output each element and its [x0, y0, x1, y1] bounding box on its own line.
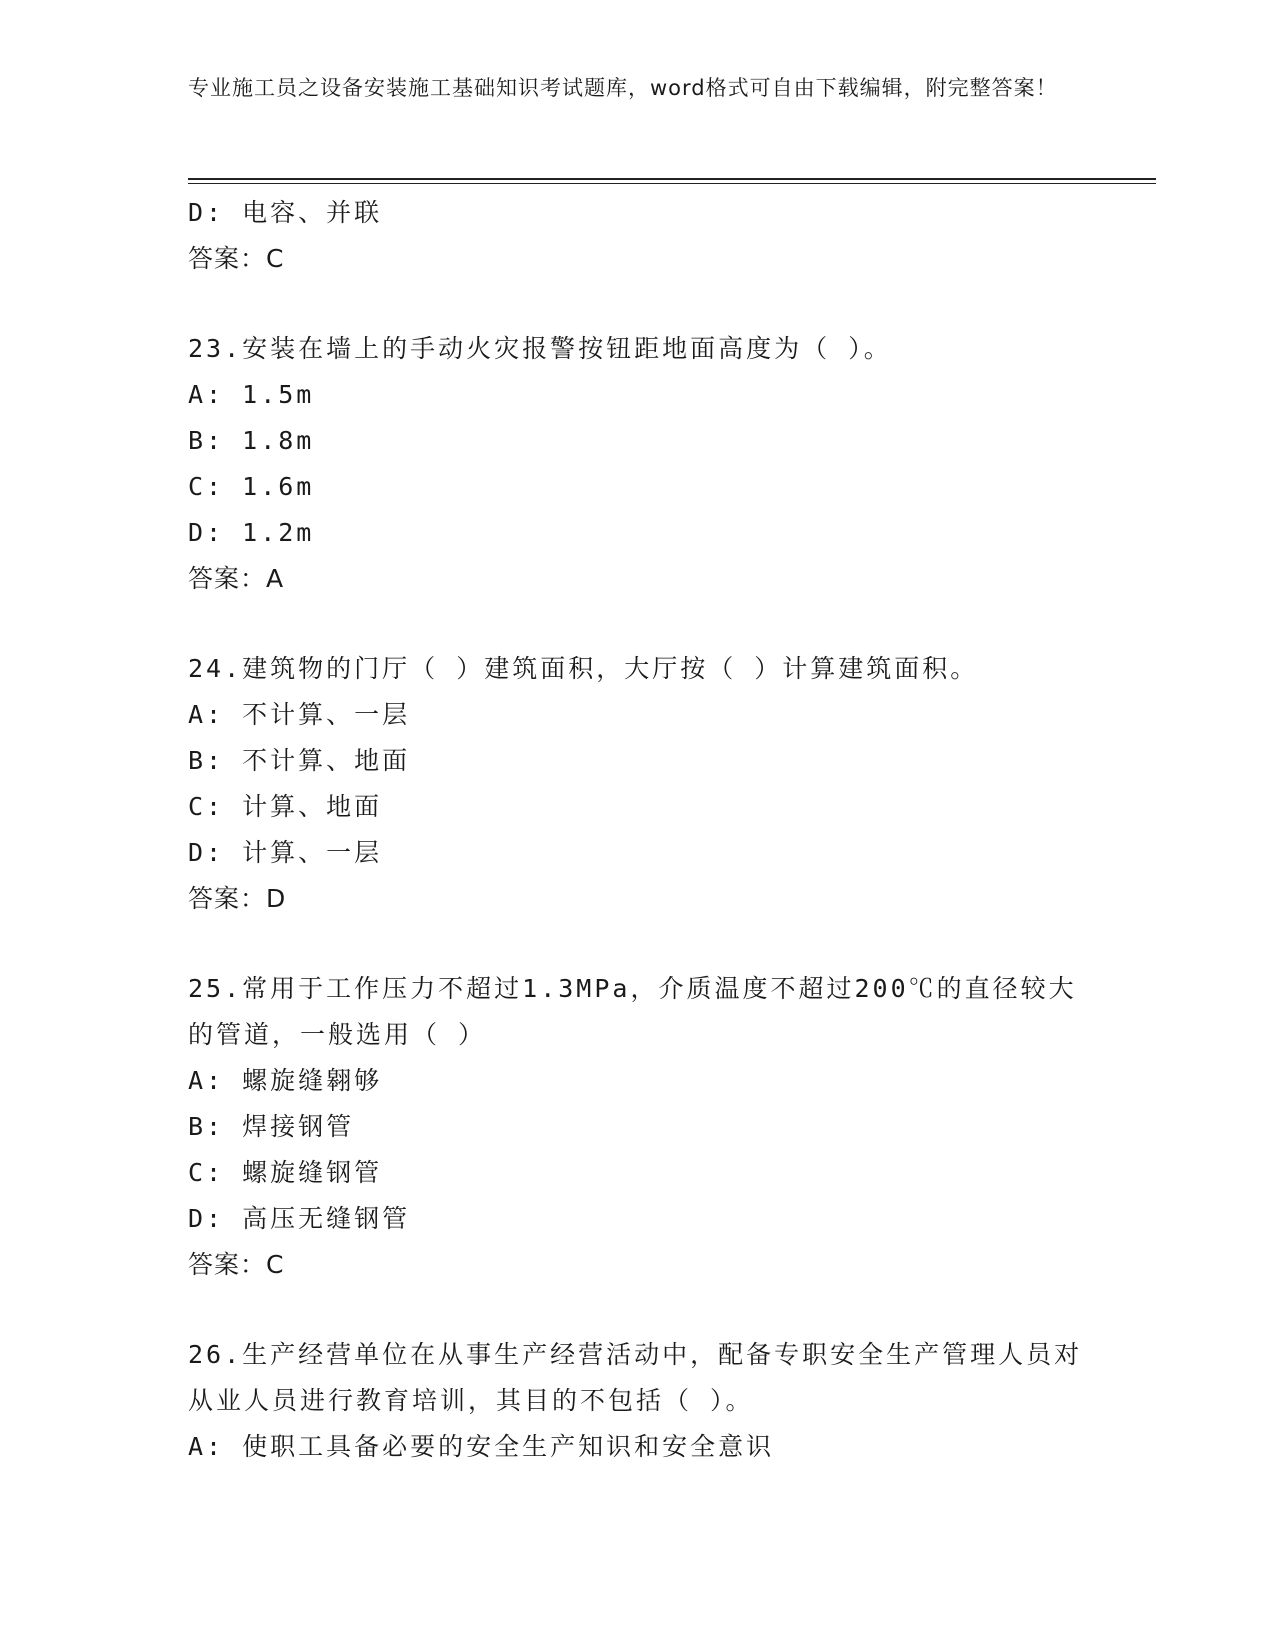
option-a: A: 螺旋缝翱够: [188, 1066, 383, 1095]
question-text: 25.常用于工作压力不超过1.3MPa，介质温度不超过200℃的直径较大的管道，一般选用（ ）: [188, 974, 1077, 1049]
option-c: C: 1.6m: [188, 472, 315, 501]
option-d: D: 1.2m: [188, 518, 315, 547]
option-a: A: 不计算、一层: [188, 700, 411, 729]
header-divider-thick: [188, 178, 1156, 180]
answer: 答案：D: [188, 884, 287, 913]
option-b: B: 焊接钢管: [188, 1112, 355, 1141]
option-d: D: 高压无缝钢管: [188, 1204, 411, 1233]
spacer: [188, 1288, 1088, 1332]
question-content: [188, 190, 1088, 1470]
option-c: C: 计算、地面: [188, 792, 383, 821]
question-text: 26.生产经营单位在从事生产经营活动中，配备专职安全生产管理人员对从业人员进行教育培训，其目的不包括（ ）。: [188, 1340, 1083, 1415]
answer: 答案：C: [188, 1250, 285, 1279]
answer: 答案：C: [188, 244, 285, 273]
option-d: D: 电容、并联: [188, 198, 383, 227]
option-c: C: 螺旋缝钢管: [188, 1158, 383, 1187]
document-header: 专业施工员之设备安装施工基础知识考试题库，word格式可自由下载编辑，附完整答案！: [188, 76, 1058, 100]
question-text: 24.建筑物的门厅（ ）建筑面积，大厅按（ ）计算建筑面积。: [188, 654, 979, 683]
spacer: [188, 922, 1088, 966]
spacer: [188, 282, 1088, 326]
option-b: B: 不计算、地面: [188, 746, 411, 775]
option-a: A: 使职工具备必要的安全生产知识和安全意识: [188, 1432, 775, 1461]
answer: 答案：A: [188, 564, 285, 593]
question-text: 23.安装在墙上的手动火灾报警按钮距地面高度为（ ）。: [188, 334, 892, 363]
option-d: D: 计算、一层: [188, 838, 383, 867]
header-divider-thin: [188, 183, 1156, 184]
option-b: B: 1.8m: [188, 426, 315, 455]
spacer: [188, 602, 1088, 646]
option-a: A: 1.5m: [188, 380, 315, 409]
